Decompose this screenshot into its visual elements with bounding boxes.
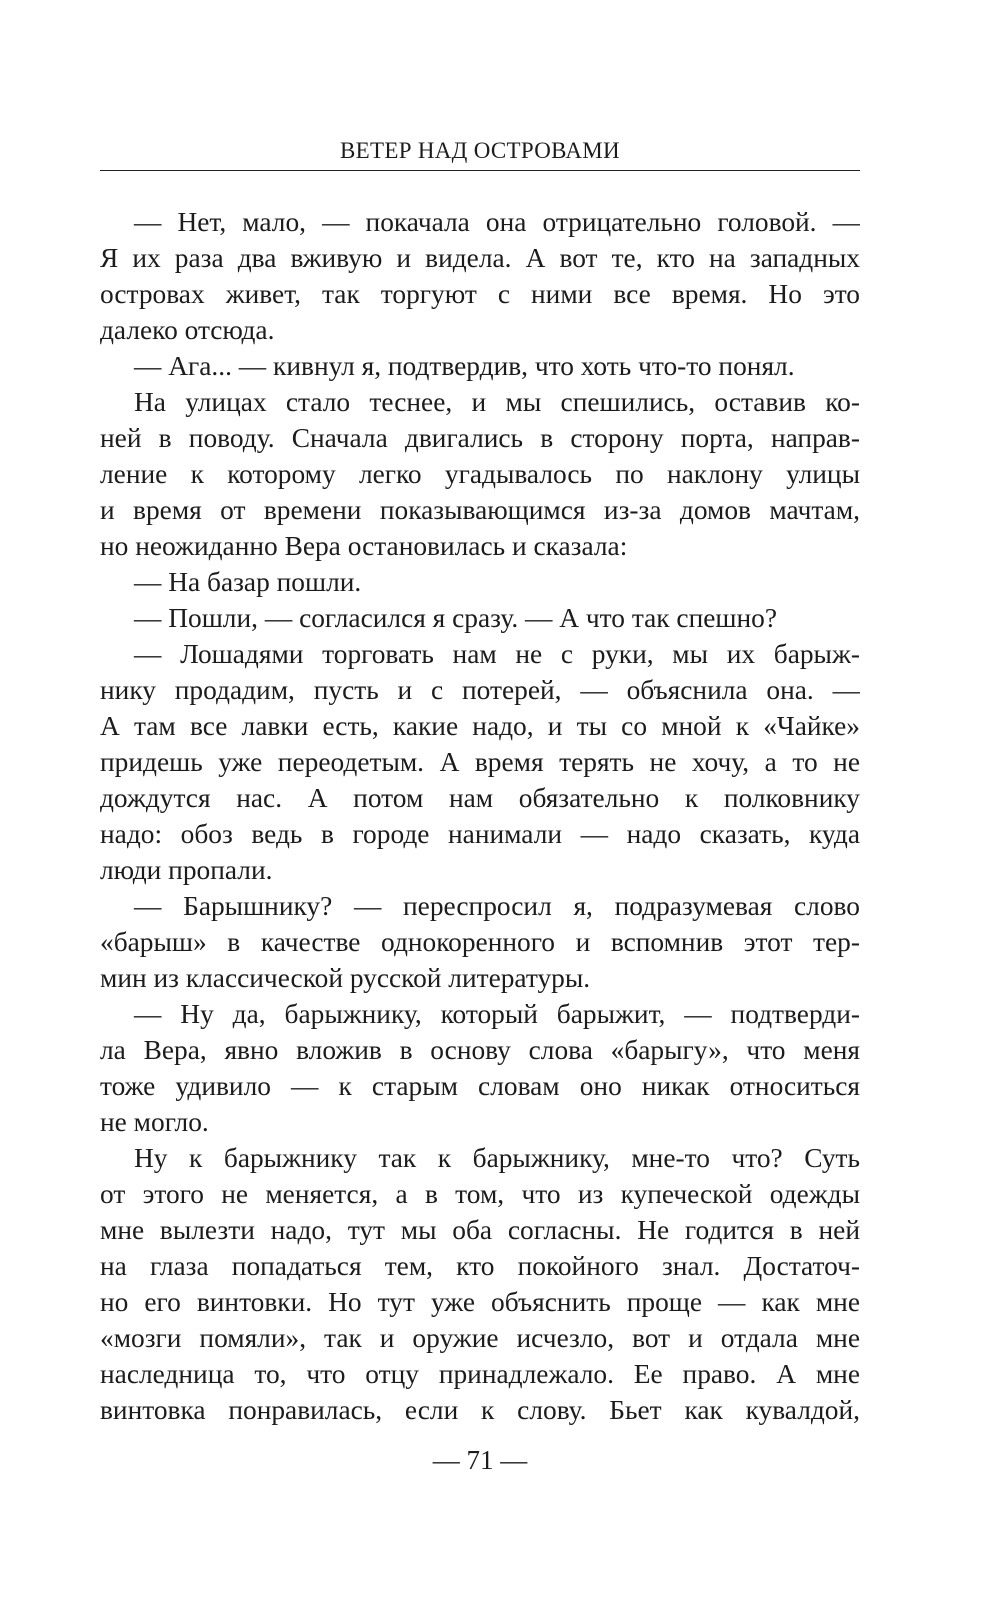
text-line: «мозги помяли», так и оружие исчезло, вот и отдала мне [100, 1323, 860, 1353]
text-line: наследница то, что отцу принадлежало. Ее право. А мне [100, 1359, 860, 1389]
text-line: — Ну да, барыжнику, который барыжит, — подтверди- [134, 999, 860, 1029]
text-line: А там все лавки есть, какие надо, и ты со мной к «Чайке» [100, 711, 860, 741]
text-line: «барыш» в качестве однокоренного и вспомнив этот тер- [100, 927, 860, 957]
text-line: — Лошадями торговать нам не с руки, мы их барыж- [134, 639, 860, 669]
text-line: люди пропали. [100, 855, 273, 885]
text-line: на глаза попадаться тем, кто покойного знал. Достаточ- [100, 1251, 860, 1281]
text-line: Я их раза два вживую и видела. А вот те, кто на западных [100, 243, 860, 273]
body-text [100, 204, 860, 1428]
text-line: ла Вера, явно вложив в основу слова «барыгу», что меня [100, 1035, 860, 1065]
running-head-title: ВЕТЕР НАД ОСТРОВАМИ [340, 138, 620, 163]
text-line: Ну к барыжнику так к барыжнику, мне-то что? Суть [134, 1143, 860, 1173]
text-line: — Пошли, — согласился я сразу. — А что так спешно? [134, 603, 778, 633]
text-line: винтовка понравилась, если к слову. Бьет как кувалдой, [100, 1395, 860, 1425]
text-line: но неожиданно Вера остановилась и сказала: [100, 531, 628, 561]
text-line: тоже удивило — к старым словам оно никак относиться [100, 1071, 860, 1101]
text-line: ней в поводу. Сначала двигались в сторону порта, направ- [100, 423, 860, 453]
text-line: На улицах стало теснее, и мы спешились, оставив ко- [134, 387, 860, 417]
text-line: от этого не меняется, а в том, что из купеческой одежды [100, 1179, 860, 1209]
text-line: — На базар пошли. [134, 567, 362, 597]
text-line: надо: обоз ведь в городе нанимали — надо сказать, куда [100, 819, 860, 849]
text-line: островах живет, так торгуют с ними все время. Но это [100, 279, 860, 309]
text-line: далеко отсюда. [100, 315, 275, 345]
text-line: — Ага... — кивнул я, подтвердив, что хоть что-то понял. [134, 351, 795, 381]
page-number: — 71 — [432, 1445, 528, 1475]
text-line: — Нет, мало, — покачала она отрицательно головой. — [134, 207, 860, 237]
text-line: мин из классической русской литературы. [100, 963, 591, 993]
text-line: нику продадим, пусть и с потерей, — объяснила она. — [100, 675, 860, 705]
text-line: ление к которому легко угадывалось по наклону улицы [100, 459, 860, 489]
text-line: мне вылезти надо, тут мы оба согласны. Не годится в ней [100, 1215, 860, 1245]
text-line: и время от времени показывающимся из-за домов мачтам, [100, 495, 860, 525]
text-line: — Барышнику? — переспросил я, подразумевая слово [134, 891, 860, 921]
header-divider [100, 170, 860, 171]
text-line: дождутся нас. А потом нам обязательно к полковнику [100, 783, 860, 813]
text-line: но его винтовки. Но тут уже объяснить проще — как мне [100, 1287, 860, 1317]
text-line: не могло. [100, 1107, 209, 1137]
text-line: придешь уже переодетым. А время терять не хочу, а то не [100, 747, 860, 777]
